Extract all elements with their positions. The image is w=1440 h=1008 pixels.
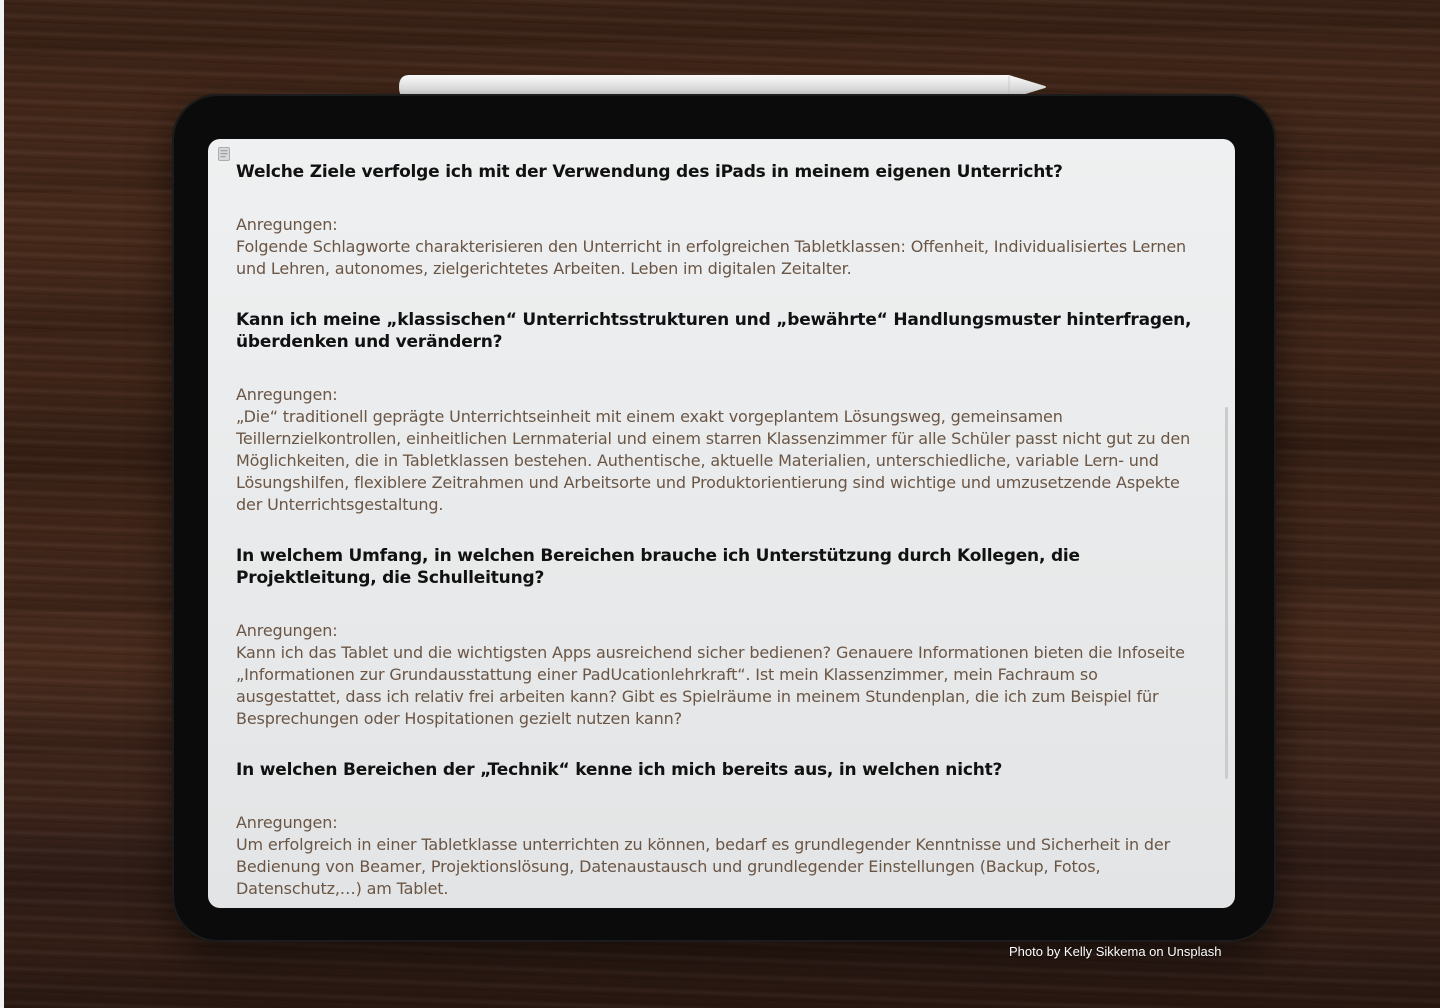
photo-credit: Photo by Kelly Sikkema on Unsplash [1009, 944, 1222, 959]
question-heading: In welchen Bereichen der „Technik“ kenne ich mich bereits aus, in welchen nicht? [236, 760, 1003, 780]
question-heading: In welchem Umfang, in welchen Bereichen brauche ich Unterstützung durch Kollegen, die Projektleitung, die Schulleitung? [236, 546, 1080, 588]
hint-label: Anregungen: [236, 813, 338, 832]
question-heading: Welche Ziele verfolge ich mit der Verwendung des iPads in meinem eigenen Unterricht? [236, 162, 1063, 182]
hint-text: Kann ich das Tablet und die wichtigsten Apps ausreichend sicher bedienen? Genauere Informationen bieten die Infoseite „Informationen zur Grundausstattung einer PadUcationlehrkraft“. Ist mein Klassenzimmer, mein Fachraum so ausgestattet, dass ich relativ frei arbeiten kann? Gibt es Spielräume in meinem Stundenplan, die ich zum Beispiel für Besprechungen oder Hospitationen gezielt nutzen kann? [236, 643, 1185, 728]
tablet-screen [208, 139, 1235, 908]
hint-label: Anregungen: [236, 215, 338, 234]
hint-label: Anregungen: [236, 385, 338, 404]
document-content [236, 161, 1206, 900]
scrollbar[interactable] [1225, 407, 1228, 779]
hint-text: Folgende Schlagworte charakterisieren den Unterricht in erfolgreichen Tabletklassen: Offenheit, Individualisiertes Lernen und Lehren, autonomes, zielgerichtetes Arbeiten. Leben im digitalen Zeitalter. [236, 237, 1187, 278]
question-heading: Kann ich meine „klassischen“ Unterrichtsstrukturen und „bewährte“ Handlungsmuster hinterfragen, überdenken und verändern? [236, 310, 1192, 352]
left-edge-strip [0, 0, 4, 1008]
document-icon[interactable] [218, 147, 230, 161]
hint-text: Um erfolgreich in einer Tabletklasse unterrichten zu können, bedarf es grundlegender Kenntnisse und Sicherheit in der Bedienung von Beamer, Projektionslösung, Datenaustausch und grundlegender Einstellungen (Backup, Fotos, Datenschutz,…) am Tablet. [236, 835, 1171, 898]
hint-text: „Die“ traditionell geprägte Unterrichtseinheit mit einem exakt vorgeplantem Lösungsweg, gemeinsamen Teillernzielkontrollen, einheitlichen Lernmaterial und einem starren Klassenzimmer für alle Schüler passt nicht gut zu den Möglichkeiten, die in Tabletklassen bestehen. Authentische, aktuelle Materialien, unterschiedliche, variable Lern- und Lösungshilfen, flexiblere Zeitrahmen und Arbeitsorte und Produktorientierung sind wichtige und umzusetzende Aspekte der Unterrichtsgestaltung. [236, 407, 1191, 514]
hint-label: Anregungen: [236, 621, 338, 640]
